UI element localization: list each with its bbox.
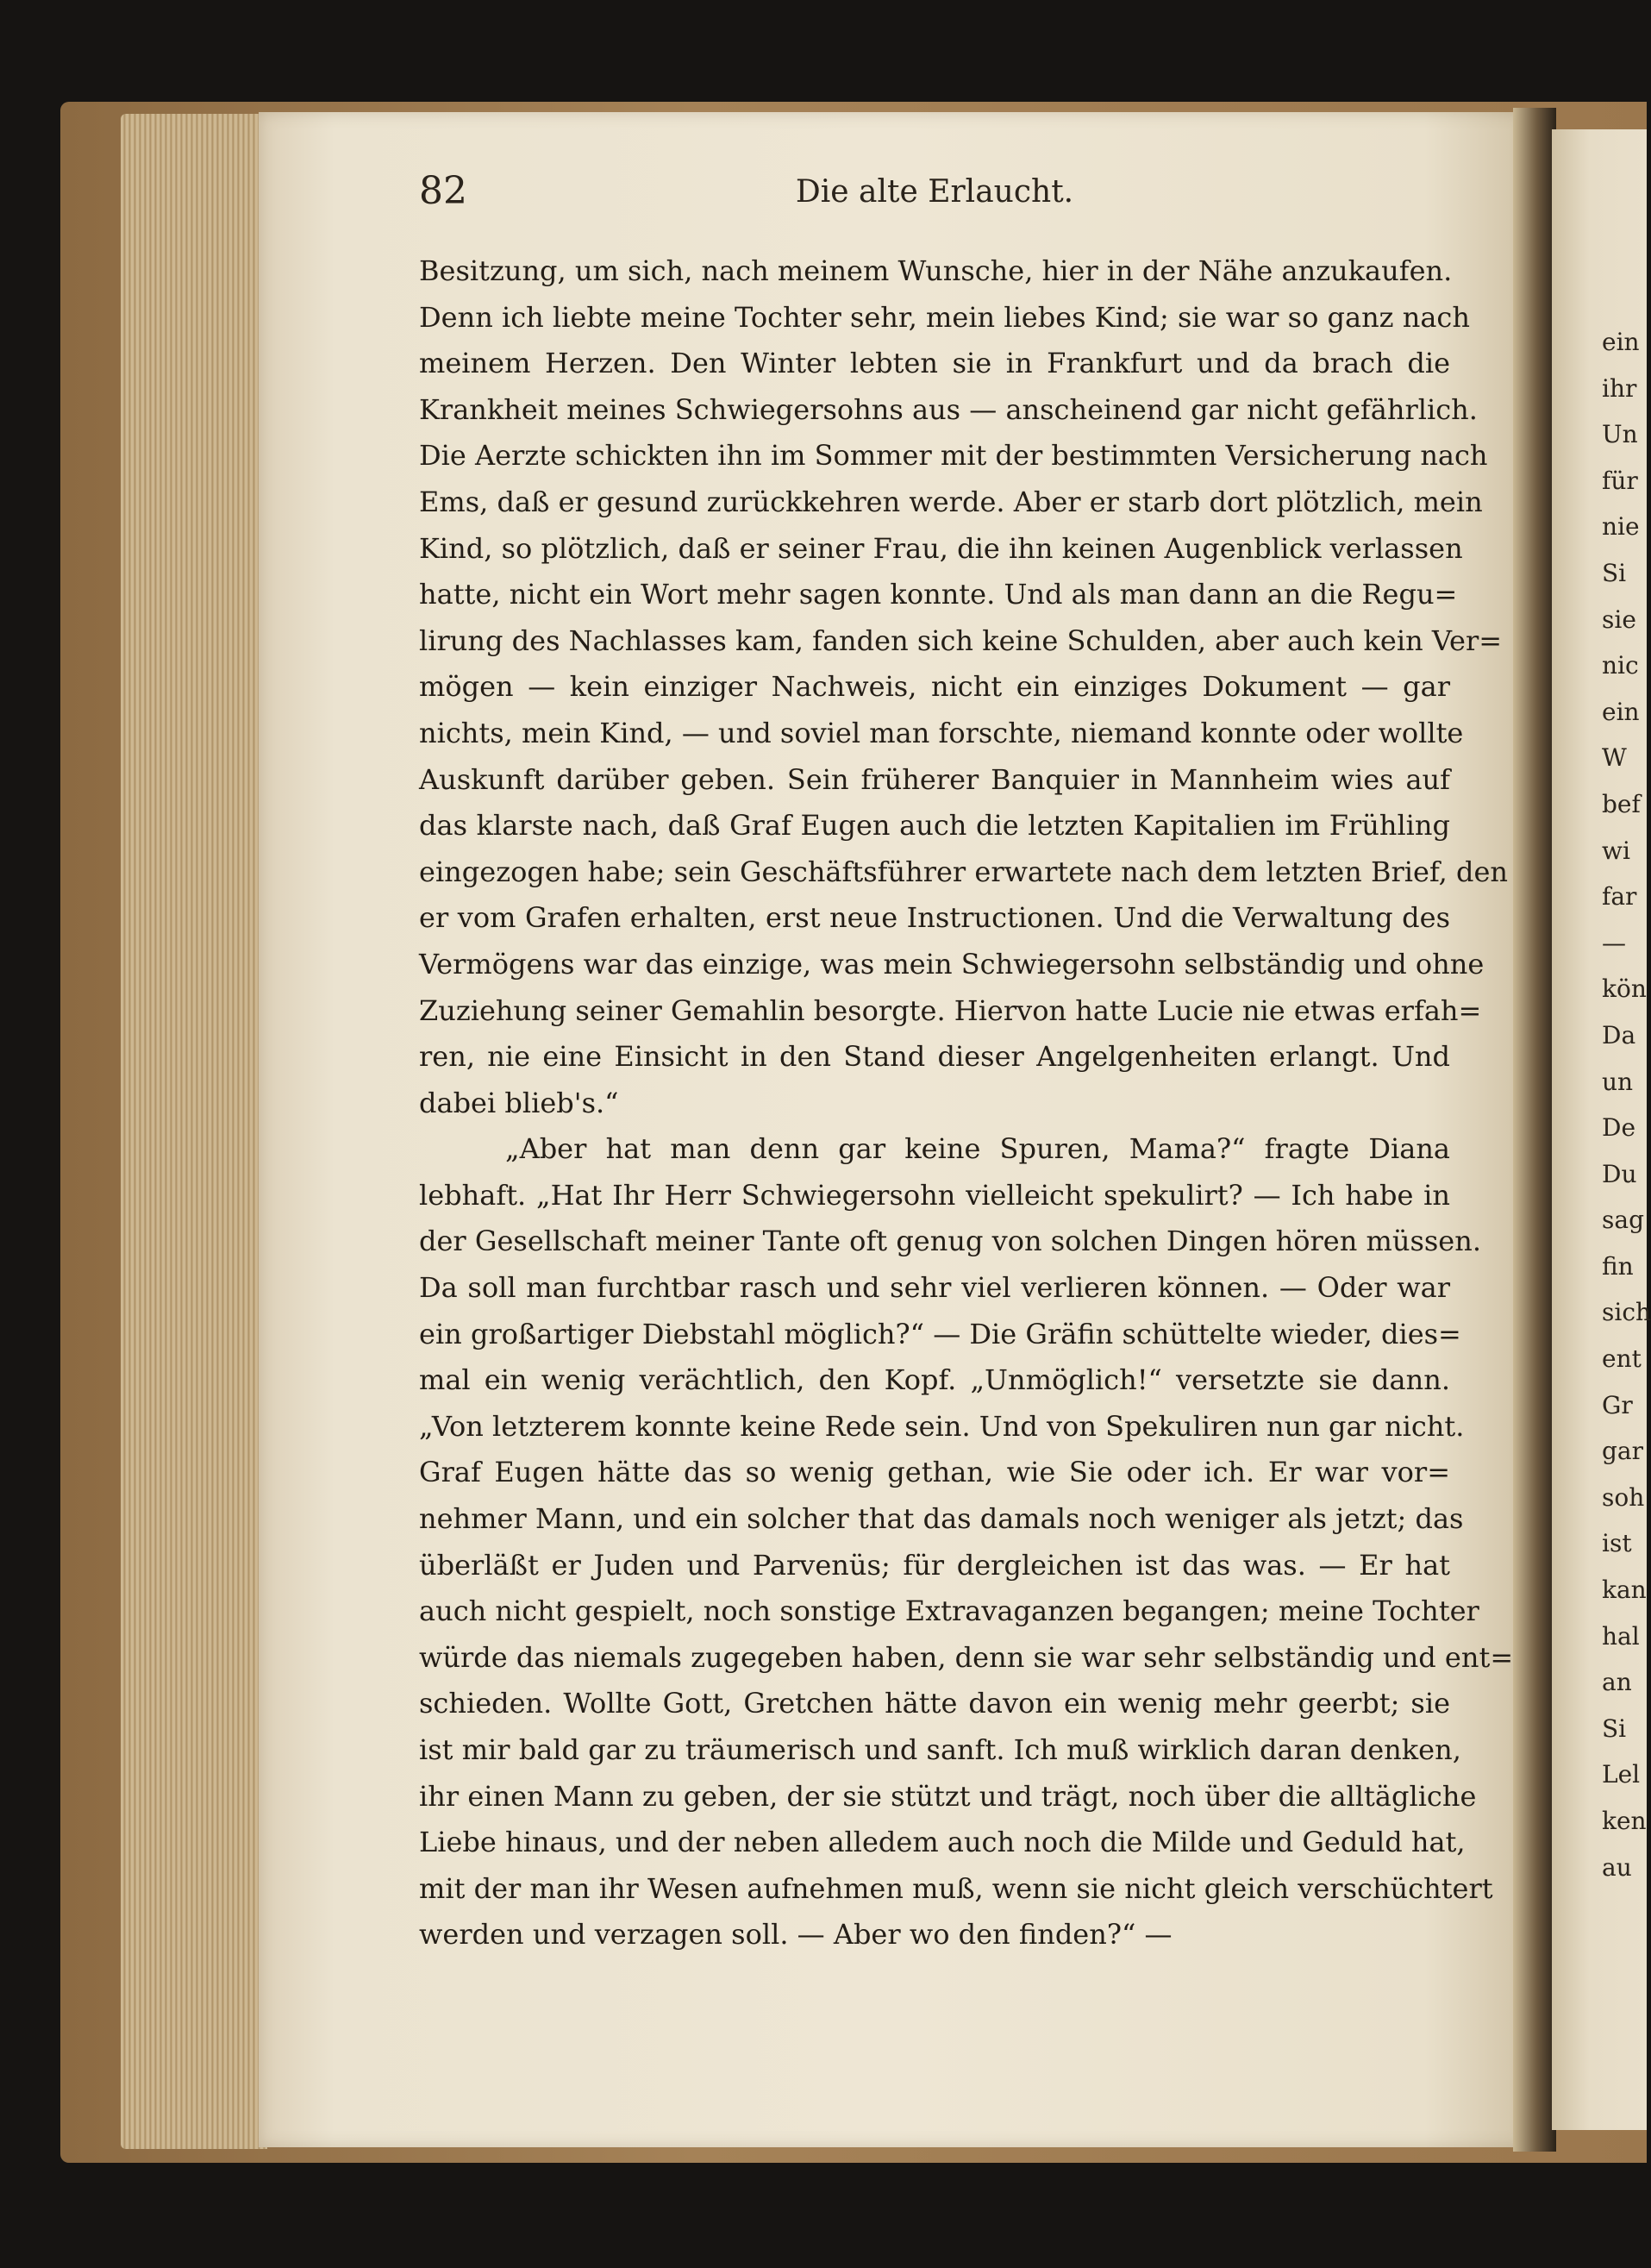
next-page-fragment: gar xyxy=(1602,1437,1644,1466)
next-page-fragment: ihr xyxy=(1602,373,1637,403)
text-line: ein großartiger Diebstahl möglich?“ — Die Gräfin schüttelte wieder, dies= xyxy=(419,1317,1461,1350)
next-page-fragment: Du xyxy=(1602,1159,1637,1188)
text-line: Die Aerzte schickten ihn im Sommer mit der bestimmten Versicherung nach xyxy=(419,439,1488,473)
next-page-fragment: ken xyxy=(1602,1807,1647,1835)
text-line: nehmer Mann, und ein solcher that das damals noch weniger als jetzt; das xyxy=(419,1502,1464,1536)
next-page-fragments xyxy=(1602,319,1651,1890)
next-page-fragment: au xyxy=(1602,1852,1632,1882)
next-page-fragment: Gr xyxy=(1602,1390,1633,1419)
next-page-fragment: ist xyxy=(1602,1529,1632,1558)
text-line: mal ein wenig verächtlich, den Kopf. „Unmöglich!“ versetzte sie dann. xyxy=(419,1363,1450,1397)
next-page-fragment: ein xyxy=(1602,328,1640,356)
text-line: schieden. Wollte Gott, Gretchen hätte davon ein wenig mehr geerbt; sie xyxy=(419,1687,1450,1720)
book-gutter xyxy=(1513,108,1556,2152)
next-page-fragment: sag xyxy=(1602,1206,1644,1235)
text-line: hatte, nicht ein Wort mehr sagen konnte. Und als man dann an die Regu= xyxy=(419,578,1458,611)
next-page-fragment: De xyxy=(1602,1113,1636,1143)
text-line: das klarste nach, daß Graf Eugen auch die letzten Kapitalien im Frühling xyxy=(419,809,1450,843)
text-line: Denn ich liebte meine Tochter sehr, mein liebes Kind; sie war so ganz nach xyxy=(419,300,1470,334)
next-page-fragment: soh xyxy=(1602,1482,1645,1512)
next-page-fragment: wi xyxy=(1602,836,1630,865)
next-page-fragment: W xyxy=(1602,743,1627,773)
next-page-fragment: — xyxy=(1602,928,1626,957)
text-line: ihr einen Mann zu geben, der sie stützt und trägt, noch über die alltägliche xyxy=(419,1779,1477,1813)
text-line: der Gesellschaft meiner Tante oft genug von solchen Dingen hören müssen. xyxy=(419,1225,1482,1258)
next-page-fragment: kön xyxy=(1602,974,1647,1004)
text-line: lebhaft. „Hat Ihr Herr Schwiegersohn vielleicht spekulirt? — Ich habe in xyxy=(419,1178,1450,1212)
text-line: ist mir bald gar zu träumerisch und sanft. Ich muß wirklich daran denken, xyxy=(419,1733,1461,1766)
page-number: 82 xyxy=(419,169,467,213)
running-head: Die alte Erlaucht. xyxy=(795,174,1074,210)
next-page-fragment: Lel xyxy=(1602,1760,1641,1789)
next-page-fragment: für xyxy=(1602,466,1638,495)
text-line: auch nicht gespielt, noch sonstige Extravaganzen begangen; meine Tochter xyxy=(419,1594,1479,1628)
text-line: er vom Grafen erhalten, erst neue Instructionen. Und die Verwaltung des xyxy=(419,901,1450,935)
text-line: würde das niemals zugegeben haben, denn sie war sehr selbständig und ent= xyxy=(419,1640,1514,1674)
text-line: ren, nie eine Einsicht in den Stand dieser Angelgenheiten erlangt. Und xyxy=(419,1040,1450,1074)
next-page-fragment: nie xyxy=(1602,512,1640,542)
text-line: lirung des Nachlasses kam, fanden sich keine Schulden, aber auch kein Ver= xyxy=(419,623,1503,657)
text-line: Auskunft darüber geben. Sein früherer Banquier in Mannheim wies auf xyxy=(419,762,1450,796)
text-line: Liebe hinaus, und der neben alledem auch noch die Milde und Geduld hat, xyxy=(419,1826,1466,1859)
text-line: mit der man ihr Wesen aufnehmen muß, wenn sie nicht gleich verschüchtert xyxy=(419,1871,1493,1905)
text-line: mögen — kein einziger Nachweis, nicht ein einziges Dokument — gar xyxy=(419,670,1450,704)
right-page-edge xyxy=(1552,129,1651,2130)
text-line: Vermögens war das einzige, was mein Schwiegersohn selbständig und ohne xyxy=(419,947,1485,981)
text-line: überläßt er Juden und Parvenüs; für dergleichen ist das was. — Er hat xyxy=(419,1548,1450,1582)
next-page-fragment: far xyxy=(1602,882,1637,912)
text-line: Krankheit meines Schwiegersohns aus — anscheinend gar nicht gefährlich. xyxy=(419,392,1478,426)
next-page-fragment: an xyxy=(1602,1668,1632,1697)
next-page-fragment: hal xyxy=(1602,1621,1640,1651)
next-page-fragment: sie xyxy=(1602,605,1636,634)
text-line: Kind, so plötzlich, daß er seiner Frau, die ihn keinen Augenblick verlassen xyxy=(419,531,1463,565)
text-line: Zuziehung seiner Gemahlin besorgte. Hiervon hatte Lucie nie etwas erfah= xyxy=(419,993,1482,1027)
text-line: meinem Herzen. Den Winter lebten sie in Frankfurt und da brach die xyxy=(419,347,1450,380)
text-line: Graf Eugen hätte das so wenig gethan, wie Sie oder ich. Er war vor= xyxy=(419,1456,1450,1489)
next-page-fragment: fin xyxy=(1602,1251,1634,1281)
text-line: Da soll man furchtbar rasch und sehr viel verlieren können. — Oder war xyxy=(419,1271,1450,1305)
next-page-fragment: Si xyxy=(1602,1714,1627,1743)
text-line: Besitzung, um sich, nach meinem Wunsche, hier in der Nähe anzukaufen. xyxy=(419,254,1453,287)
next-page-fragment: nic xyxy=(1602,651,1639,680)
text-line: „Von letzterem konnte keine Rede sein. Und von Spekuliren nun gar nicht. xyxy=(419,1409,1465,1443)
page-header xyxy=(419,169,1450,221)
body-text xyxy=(419,248,1514,1958)
text-line: Ems, daß er gesund zurückkehren werde. Aber er starb dort plötzlich, mein xyxy=(419,485,1483,518)
next-page-fragment: Da xyxy=(1602,1020,1636,1049)
next-page-fragment: kan xyxy=(1602,1576,1647,1605)
next-page-fragment: Un xyxy=(1602,420,1638,449)
next-page-fragment: ent xyxy=(1602,1344,1642,1374)
text-line: eingezogen habe; sein Geschäftsführer erwartete nach dem letzten Brief, den xyxy=(419,855,1509,888)
next-page-fragment: Si xyxy=(1602,558,1627,587)
next-page-fragment: ein xyxy=(1602,697,1640,726)
next-page-fragment: bef xyxy=(1602,789,1641,818)
text-line: dabei blieb's.“ xyxy=(419,1086,619,1119)
next-page-fragment: un xyxy=(1602,1067,1634,1096)
text-line: „Aber hat man denn gar keine Spuren, Mama?“ fragte Diana xyxy=(505,1132,1450,1166)
text-line: werden und verzagen soll. — Aber wo den finden?“ — xyxy=(419,1918,1173,1952)
text-line: nichts, mein Kind, — und soviel man forschte, niemand konnte oder wollte xyxy=(419,716,1464,749)
next-page-fragment: sich xyxy=(1602,1298,1651,1327)
page-edges xyxy=(121,114,267,2149)
